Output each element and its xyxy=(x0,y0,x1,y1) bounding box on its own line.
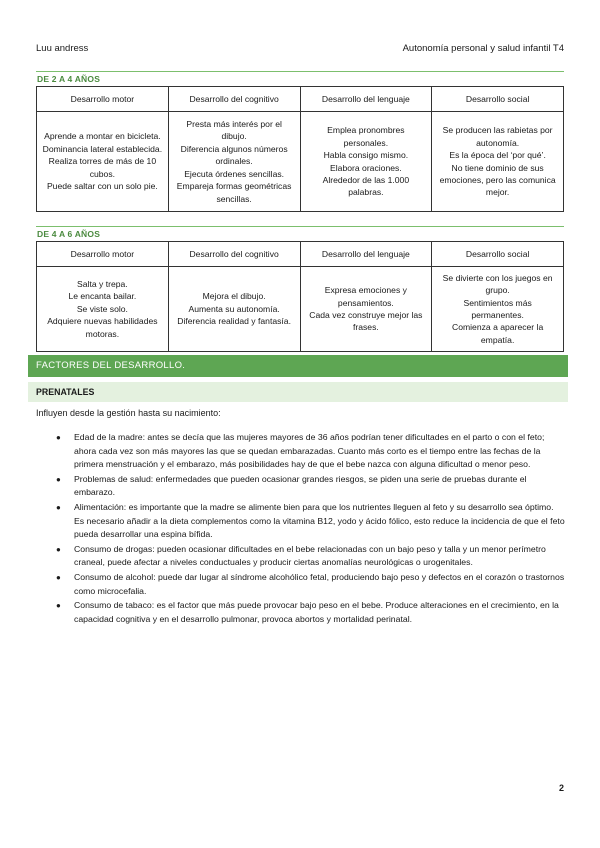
section-4-6-years xyxy=(36,226,564,352)
list-item-text: Alimentación: es importante que la madre se alimente bien para que los nutrientes lleguen al feto y su desarrollo sea óptimo. Es necesario añadir a la dieta complementos como la vitamina B12, yodo y ácido fólico, esto reduce la incidencia de que el feto pueda desarrollar una espina bífida. xyxy=(74,501,565,540)
cell-line: Elabora oraciones. xyxy=(330,162,402,173)
list-item xyxy=(56,571,566,598)
header-subject: Autonomía personal y salud infantil T4 xyxy=(402,43,564,54)
cell-line: Se producen las rabietas por autonomía. xyxy=(442,125,553,148)
list-item xyxy=(56,599,566,626)
cell-line: Emplea pronombres personales. xyxy=(327,125,405,148)
bullet-icon: ● xyxy=(56,433,61,442)
list-item-text: Edad de la madre: antes se decía que las mujeres mayores de 36 años podrían tener dificultades en el parto o con el feto; ahora cada vez son más mayores las que se quedan embarazadas. Cuanto más corto es el tiempo entre las fechas de la primera menstruación y el embarazo, más posibilidades hay de que el bebe nazca con alguna dificultad o menor peso. xyxy=(74,432,545,470)
section-heading: DE 2 A 4 AÑOS xyxy=(36,71,564,86)
table-cell-cognitive xyxy=(168,112,300,212)
cell-line: Aprende a montar en bicicleta. xyxy=(44,131,161,142)
cell-line: Se viste solo. xyxy=(76,303,128,314)
column-header: Desarrollo motor xyxy=(37,242,169,267)
page-number: 2 xyxy=(558,783,564,793)
table-row xyxy=(37,112,564,212)
cell-line: Se divierte con los juegos en grupo. xyxy=(442,272,553,296)
bullet-icon: ● xyxy=(56,544,61,554)
cell-line: Presta más interés por el dibujo. xyxy=(186,119,282,142)
cell-line: Ejecuta órdenes sencillas. xyxy=(184,168,285,179)
column-header: Desarrollo del cognitivo xyxy=(168,87,300,112)
table-cell-language xyxy=(300,267,432,352)
cell-line: Aumenta su autonomía. xyxy=(188,303,280,314)
column-header: Desarrollo del lenguaje xyxy=(300,242,432,267)
table-header-row xyxy=(37,242,564,267)
section-heading: DE 4 A 6 AÑOS xyxy=(36,226,564,241)
cell-line: Puede saltar con un solo pie. xyxy=(46,181,158,192)
cell-line: Expresa emociones y pensamientos. xyxy=(324,285,407,308)
cell-line: Dominancia lateral establecida. xyxy=(42,143,163,154)
cell-line: Sentimientos más permanentes. xyxy=(463,297,532,320)
cell-line: Es la época del ‘por qué’. xyxy=(449,150,546,161)
table-cell-motor xyxy=(37,267,169,352)
table-cell-social xyxy=(432,112,564,212)
cell-line: Diferencia algunos números ordinales. xyxy=(180,143,288,167)
factors-list xyxy=(56,431,566,627)
table-header-row xyxy=(37,87,564,112)
column-header: Desarrollo del lenguaje xyxy=(300,87,432,112)
bullet-icon: ● xyxy=(56,474,61,484)
table-cell-cognitive xyxy=(168,267,300,352)
prenatal-subtitle-band: PRENATALES xyxy=(28,382,568,402)
list-item-text: Consumo de tabaco: es el factor que más puede provocar bajo peso en el bebe. Produce alteraciones en el crecimiento, en la capacidad cognitiva y en el desarrollo pulmonar, provoca abortos y mortalidad perinatal. xyxy=(74,600,559,624)
bullet-icon: ● xyxy=(56,601,61,611)
cell-line: Mejora el dibujo. xyxy=(202,291,266,302)
bullet-icon: ● xyxy=(56,502,61,512)
factors-title-band: FACTORES DEL DESARROLLO. xyxy=(28,355,568,377)
column-header: Desarrollo motor xyxy=(37,87,169,112)
list-item xyxy=(56,473,566,500)
column-header: Desarrollo del cognitivo xyxy=(168,242,300,267)
list-item-text: Problemas de salud: enfermedades que pueden ocasionar grandes riesgos, se piden una serie de pruebas durante el embarazo. xyxy=(74,473,527,498)
column-header: Desarrollo social xyxy=(432,242,564,267)
list-item xyxy=(56,543,566,570)
cell-line: Alrededor de las 1.000 palabras. xyxy=(322,174,410,198)
header-author: Luu andress xyxy=(36,43,89,54)
cell-line: Habla consigo mismo. xyxy=(323,150,409,161)
cell-line: Diferencia realidad y fantasía. xyxy=(177,316,291,327)
page-header xyxy=(36,43,564,55)
cell-line: Comienza a aparecer la empatía. xyxy=(452,322,544,345)
column-header: Desarrollo social xyxy=(432,87,564,112)
bullet-icon: ● xyxy=(56,572,61,582)
cell-line: Realiza torres de más de 10 cubos. xyxy=(48,156,157,179)
table-cell-motor xyxy=(37,112,169,212)
cell-line: Adquiere nuevas habilidades motoras. xyxy=(47,316,158,339)
cell-line: Le encanta bailar. xyxy=(68,291,137,302)
table-row xyxy=(37,267,564,352)
table-cell-social xyxy=(432,267,564,352)
cell-line: Cada vez construye mejor las frases. xyxy=(309,310,423,333)
cell-line: Salta y trepa. xyxy=(77,278,128,289)
cell-line: No tiene dominio de sus emociones, pero las comunica mejor. xyxy=(439,162,556,198)
cell-line: Empareja formas geométricas sencillas. xyxy=(176,181,292,204)
development-table xyxy=(36,241,564,352)
list-item-text: Consumo de drogas: pueden ocasionar dificultades en el bebe relacionadas con un bajo peso y talla y un menor perímetro craneal, puede afectar a niveles conductuales y producir ciertas anomalías neurológicas o urogenitales. xyxy=(74,543,546,568)
table-cell-language xyxy=(300,112,432,212)
list-item xyxy=(56,501,566,542)
section-2-4-years xyxy=(36,71,564,212)
list-item xyxy=(56,431,566,472)
development-table xyxy=(36,86,564,212)
list-item-text: Consumo de alcohol: puede dar lugar al síndrome alcohólico fetal, produciendo bajo peso y defectos en el corazón o trastornos como microcefalia. xyxy=(74,571,565,596)
factors-intro: Influyen desde la gestión hasta su nacimiento: xyxy=(36,408,221,418)
